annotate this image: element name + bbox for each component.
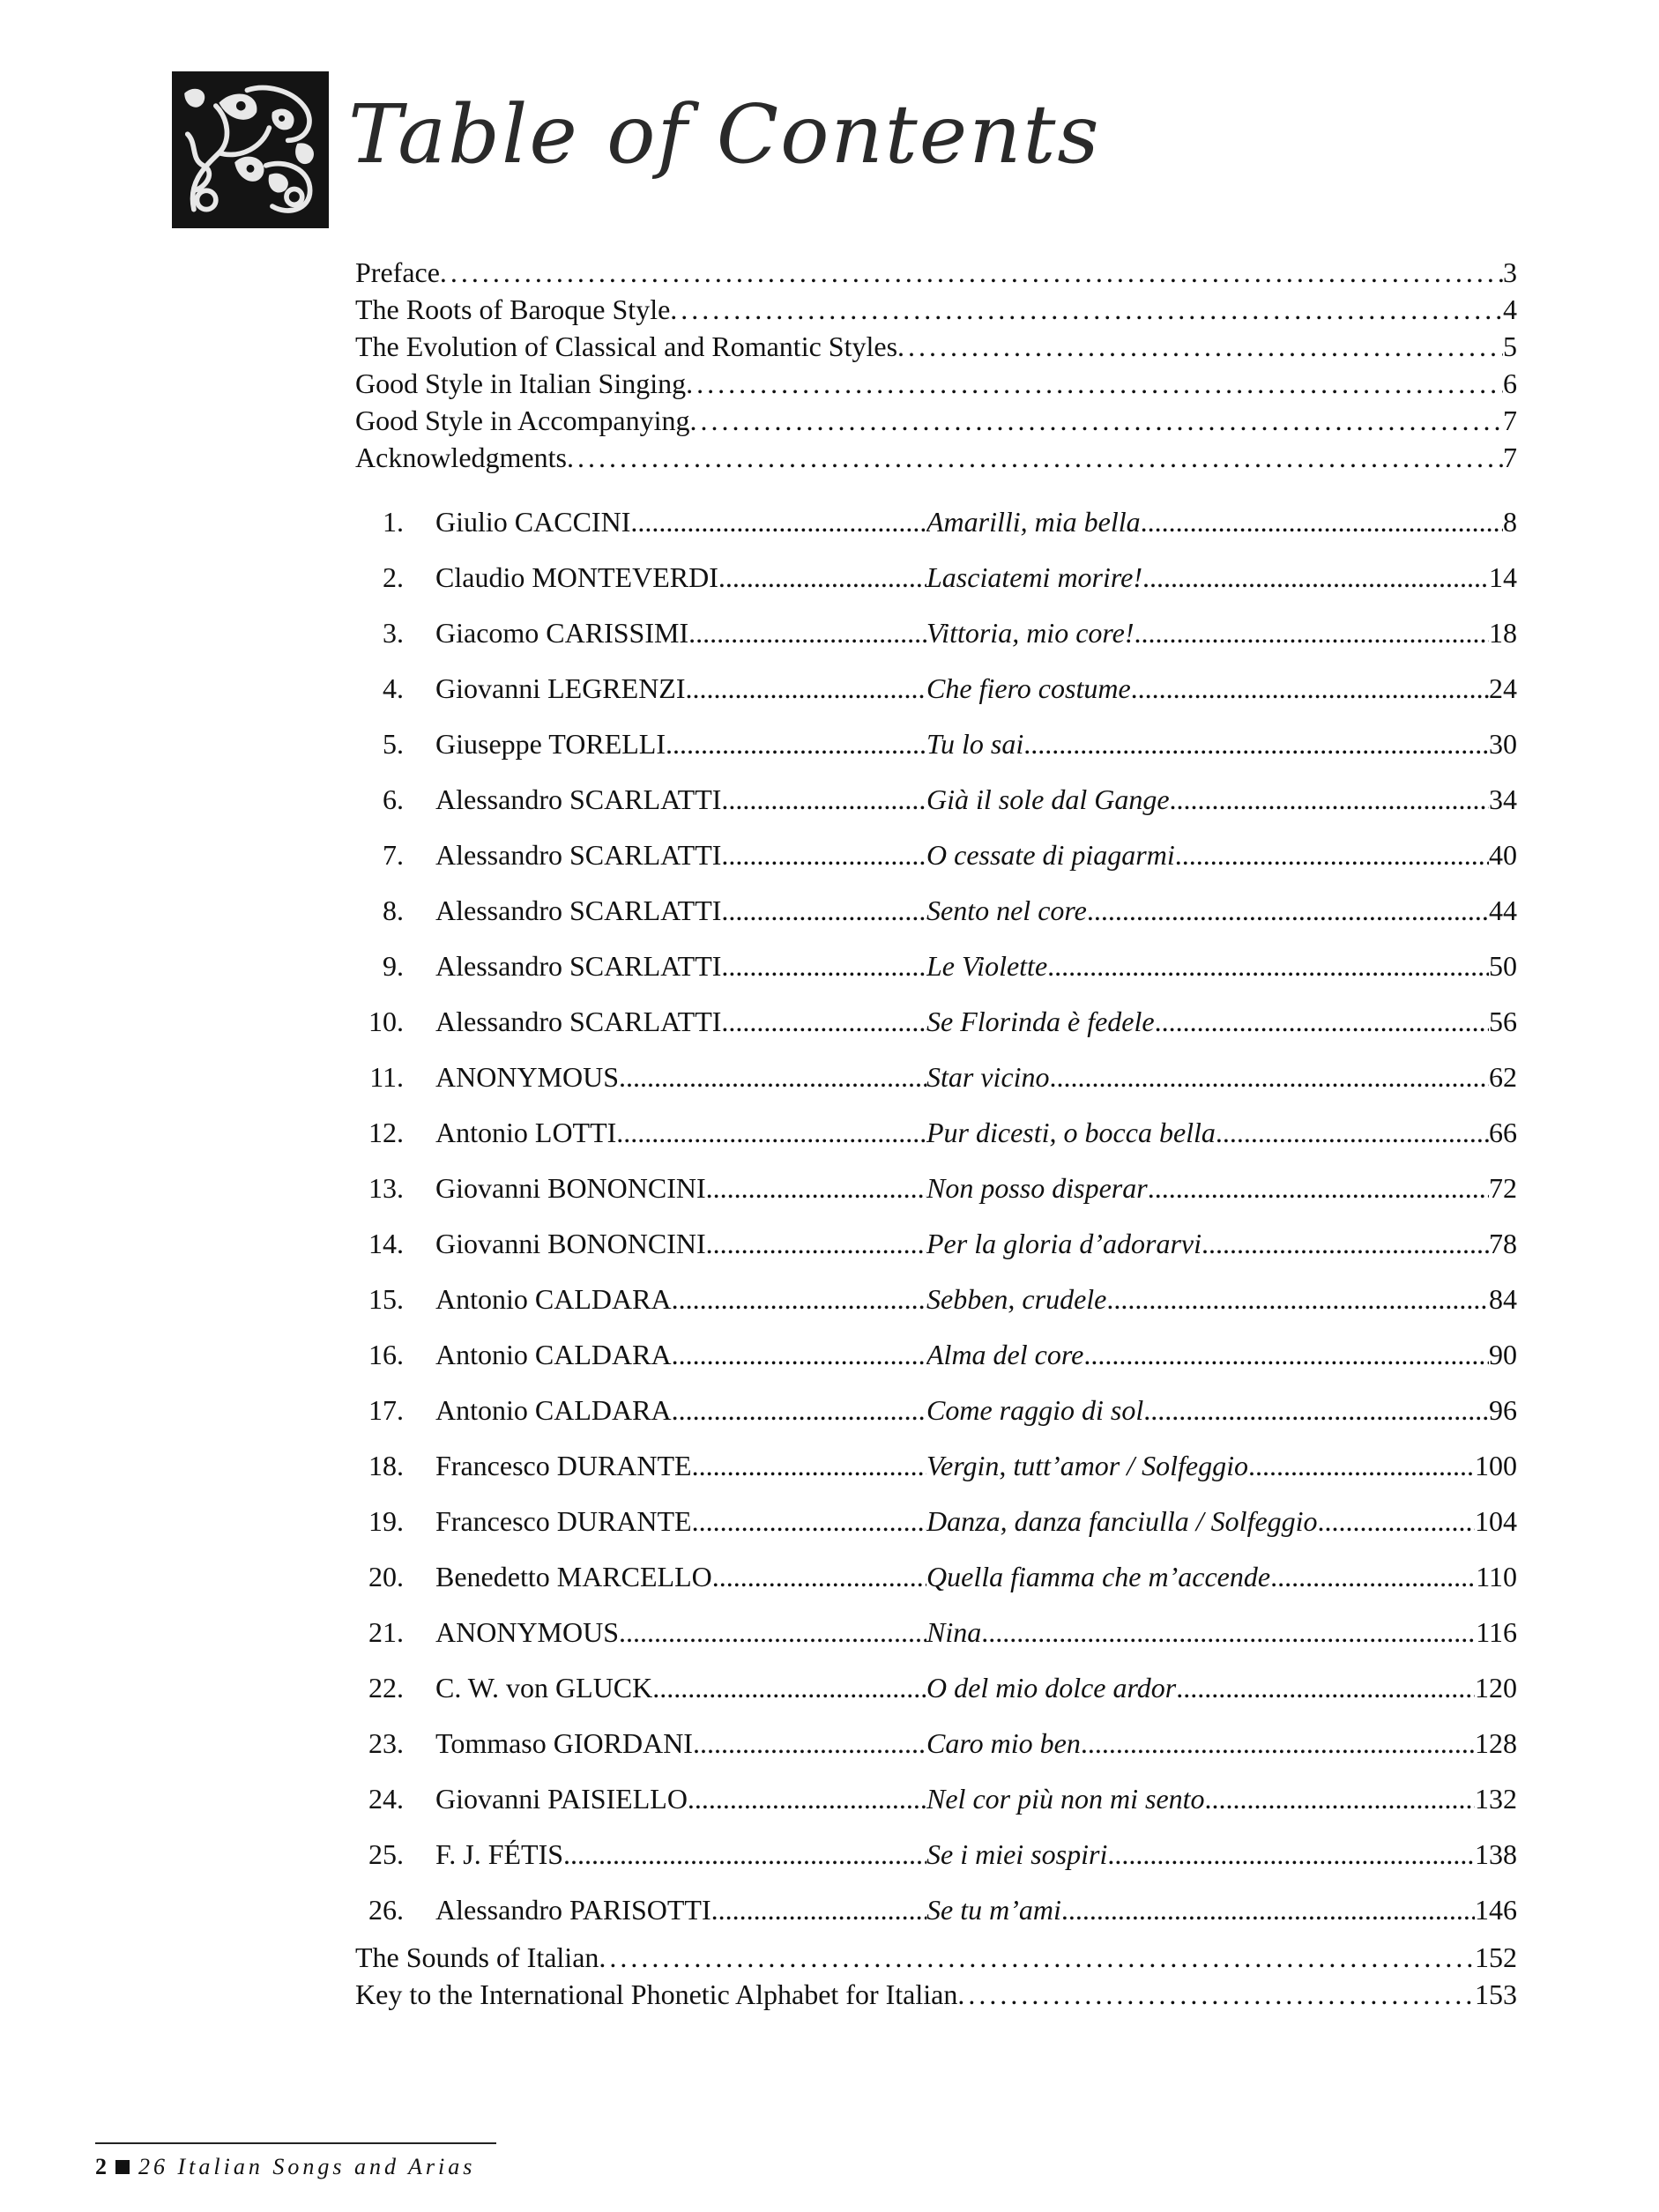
song-right: [926, 1660, 1517, 1716]
entry-page: 153: [1475, 1978, 1517, 2010]
celtic-knot-leaf-ornament-icon: [172, 71, 329, 228]
song-page: 24: [1489, 672, 1517, 704]
song-page: 56: [1489, 1006, 1517, 1037]
leader-dots: [688, 605, 926, 661]
song-page: 8: [1503, 506, 1517, 538]
song-title: Se i miei sospiri: [926, 1838, 1108, 1870]
leader-dots: [721, 772, 926, 828]
song-title: O cessate di piagarmi: [926, 839, 1175, 871]
entry-page: 7: [1503, 442, 1517, 473]
song-page: 104: [1475, 1505, 1517, 1537]
song-composer: Antonio LOTTI: [435, 1117, 617, 1148]
song-page: 50: [1489, 950, 1517, 982]
song-page: 44: [1489, 894, 1517, 926]
song-right: [926, 1605, 1517, 1660]
leader-dots: [706, 1161, 926, 1216]
toc-entry[interactable]: [355, 291, 1517, 328]
leader-dots: [692, 1494, 926, 1549]
song-page: 18: [1489, 617, 1517, 649]
song-left: [355, 1660, 926, 1716]
entry-page: 6: [1503, 367, 1517, 399]
entry-page: 5: [1503, 330, 1517, 362]
song-number: 4.: [383, 672, 404, 704]
song-entry[interactable]: [355, 550, 1517, 605]
leader-dots: [599, 1939, 1475, 1976]
song-number: 2.: [383, 561, 404, 593]
leader-dots: [706, 1216, 926, 1272]
song-number: 5.: [383, 728, 404, 760]
song-left: [355, 605, 926, 661]
song-number: 18.: [368, 1450, 404, 1481]
song-entry[interactable]: [355, 1327, 1517, 1383]
song-composer: Francesco DURANTE: [435, 1505, 692, 1537]
song-composer: Francesco DURANTE: [435, 1450, 692, 1481]
song-entry[interactable]: [355, 1716, 1517, 1771]
footer-rule: [95, 2142, 496, 2144]
song-entry[interactable]: [355, 1438, 1517, 1494]
song-entry[interactable]: [355, 1383, 1517, 1438]
song-left: [355, 1549, 926, 1605]
song-right: [926, 550, 1517, 605]
song-number: 13.: [368, 1172, 404, 1204]
entry-label: The Sounds of Italian: [355, 1941, 599, 1973]
song-title: Nina: [926, 1616, 982, 1648]
song-entry[interactable]: [355, 661, 1517, 716]
song-number: 3.: [383, 617, 404, 649]
song-page: 96: [1489, 1394, 1517, 1426]
song-page: 30: [1489, 728, 1517, 760]
entry-page: 152: [1475, 1941, 1517, 1973]
leader-dots: [1318, 1494, 1475, 1549]
leader-dots: [440, 254, 1503, 291]
song-entry[interactable]: [355, 1827, 1517, 1882]
song-page: 146: [1475, 1894, 1517, 1926]
song-composer: Alessandro SCARLATTI: [435, 1006, 722, 1037]
song-title: Tu lo sai: [926, 728, 1024, 760]
leader-dots: [897, 328, 1503, 365]
leader-dots: [1131, 661, 1489, 716]
leader-dots: [652, 1660, 926, 1716]
entry-label: Acknowledgments: [355, 442, 567, 473]
song-left: [355, 1771, 926, 1827]
song-page: 62: [1489, 1061, 1517, 1093]
song-composer: C. W. von GLUCK: [435, 1672, 653, 1704]
leader-dots: [1107, 1827, 1475, 1882]
song-entry[interactable]: [355, 1494, 1517, 1549]
song-entry[interactable]: [355, 1605, 1517, 1660]
leader-dots: [690, 402, 1503, 439]
song-right: [926, 1882, 1517, 1938]
song-entry[interactable]: [355, 1660, 1517, 1716]
song-number: 20.: [368, 1561, 404, 1592]
song-right: [926, 994, 1517, 1050]
toc-entry[interactable]: [355, 402, 1517, 439]
song-right: [926, 1438, 1517, 1494]
song-entry[interactable]: [355, 1882, 1517, 1938]
song-right: [926, 1272, 1517, 1327]
song-title: Già il sole dal Gange: [926, 783, 1170, 815]
leader-dots: [957, 1976, 1475, 2013]
leader-dots: [1201, 1216, 1489, 1272]
song-composer: Giovanni BONONCINI: [435, 1172, 706, 1204]
song-composer: Alessandro PARISOTTI: [435, 1894, 711, 1926]
song-page: 128: [1475, 1727, 1517, 1759]
song-title: Alma del core: [926, 1339, 1084, 1370]
page-footer: [95, 2150, 475, 2184]
leader-dots: [981, 1605, 1476, 1660]
song-entry[interactable]: [355, 1161, 1517, 1216]
toc-entry[interactable]: [355, 1939, 1517, 1976]
song-title: Le Violette: [926, 950, 1048, 982]
leader-dots: [1050, 1050, 1489, 1105]
leader-dots: [672, 1327, 926, 1383]
song-entry[interactable]: [355, 1050, 1517, 1105]
song-number: 21.: [368, 1616, 404, 1648]
song-title: Se Florinda è fedele: [926, 1006, 1155, 1037]
song-title: Se tu m’ami: [926, 1894, 1061, 1926]
song-left: [355, 494, 926, 550]
song-entry[interactable]: [355, 1272, 1517, 1327]
song-right: [926, 661, 1517, 716]
song-title: Che fiero costume: [926, 672, 1131, 704]
song-number: 14.: [368, 1228, 404, 1259]
leader-dots: [686, 365, 1503, 402]
song-left: [355, 828, 926, 883]
song-right: [926, 1050, 1517, 1105]
entry-label: The Roots of Baroque Style: [355, 293, 671, 325]
leader-dots: [1087, 883, 1489, 939]
song-right: [926, 494, 1517, 550]
leader-dots: [692, 1438, 926, 1494]
toc-entry[interactable]: [355, 1976, 1517, 2013]
leader-dots: [1141, 494, 1503, 550]
song-left: [355, 1216, 926, 1272]
back-matter-list: [355, 1939, 1517, 2013]
song-entry[interactable]: [355, 883, 1517, 939]
song-title: Vergin, tutt’amor / Solfeggio: [926, 1450, 1249, 1481]
leader-dots: [1176, 1660, 1475, 1716]
song-right: [926, 1161, 1517, 1216]
song-right: [926, 1383, 1517, 1438]
song-right: [926, 605, 1517, 661]
leader-dots: [1175, 828, 1489, 883]
entry-label: Preface: [355, 256, 440, 288]
page-title: Table of Contents: [348, 87, 1101, 182]
entry-label: The Evolution of Classical and Romantic Styles: [355, 330, 898, 362]
entry-page: 4: [1503, 293, 1517, 325]
song-title: Vittoria, mio core!: [926, 617, 1135, 649]
song-composer: Giovanni LEGRENZI: [435, 672, 686, 704]
leader-dots: [1081, 1716, 1475, 1771]
song-left: [355, 1494, 926, 1549]
song-title: Amarilli, mia bella: [926, 506, 1141, 538]
leader-dots: [1061, 1882, 1475, 1938]
leader-dots: [1142, 550, 1489, 605]
song-right: [926, 828, 1517, 883]
song-number: 26.: [368, 1894, 404, 1926]
leader-dots: [666, 716, 926, 772]
song-composer: Giacomo CARISSIMI: [435, 617, 689, 649]
leader-dots: [619, 1050, 926, 1105]
leader-dots: [672, 1272, 926, 1327]
square-bullet-icon: [115, 2160, 130, 2174]
song-composer: ANONYMOUS: [435, 1061, 620, 1093]
leader-dots: [1148, 1161, 1489, 1216]
song-number: 8.: [383, 894, 404, 926]
leader-dots: [721, 939, 926, 994]
toc-entry[interactable]: [355, 365, 1517, 402]
leader-dots: [1143, 1383, 1489, 1438]
song-page: 132: [1475, 1783, 1517, 1815]
leader-dots: [718, 550, 926, 605]
song-left: [355, 1327, 926, 1383]
song-right: [926, 716, 1517, 772]
entry-label: Good Style in Italian Singing: [355, 367, 687, 399]
leader-dots: [670, 291, 1503, 328]
leader-dots: [1047, 939, 1489, 994]
song-right: [926, 883, 1517, 939]
leader-dots: [686, 661, 927, 716]
song-left: [355, 1605, 926, 1660]
song-composer: Claudio MONTEVERDI: [435, 561, 718, 593]
song-page: 100: [1475, 1450, 1517, 1481]
song-left: [355, 1383, 926, 1438]
song-composer: Tommaso GIORDANI: [435, 1727, 693, 1759]
leader-dots: [1170, 772, 1489, 828]
front-matter-list: [355, 254, 1517, 476]
song-page: 110: [1476, 1561, 1517, 1592]
song-title: Quella fiamma che m’accende: [926, 1561, 1271, 1592]
song-composer: Benedetto MARCELLO: [435, 1561, 712, 1592]
song-entry[interactable]: [355, 828, 1517, 883]
song-title: Danza, danza fanciulla / Solfeggio: [926, 1505, 1318, 1537]
song-number: 15.: [368, 1283, 404, 1315]
song-number: 7.: [383, 839, 404, 871]
leader-dots: [567, 439, 1503, 476]
song-number: 23.: [368, 1727, 404, 1759]
song-left: [355, 1438, 926, 1494]
song-right: [926, 772, 1517, 828]
song-title: Lasciatemi morire!: [926, 561, 1143, 593]
song-entry[interactable]: [355, 605, 1517, 661]
song-right: [926, 1105, 1517, 1161]
leader-dots: [711, 1882, 926, 1938]
song-composer: Giuseppe TORELLI: [435, 728, 666, 760]
song-page: 34: [1489, 783, 1517, 815]
leader-dots: [1135, 605, 1489, 661]
leader-dots: [619, 1605, 926, 1660]
leader-dots: [721, 994, 926, 1050]
song-composer: Antonio CALDARA: [435, 1283, 672, 1315]
song-number: 10.: [368, 1006, 404, 1037]
song-left: [355, 661, 926, 716]
song-left: [355, 716, 926, 772]
song-title: Come raggio di sol: [926, 1394, 1144, 1426]
song-composer: Alessandro SCARLATTI: [435, 783, 722, 815]
page-number: 2: [95, 2154, 107, 2179]
song-title: Nel cor più non mi sento: [926, 1783, 1205, 1815]
song-right: [926, 1771, 1517, 1827]
song-number: 6.: [383, 783, 404, 815]
leader-dots: [1155, 994, 1489, 1050]
song-composer: F. J. FÉTIS: [435, 1838, 564, 1870]
song-composer: Alessandro SCARLATTI: [435, 950, 722, 982]
song-left: [355, 1161, 926, 1216]
song-list: [355, 494, 1517, 1938]
song-page: 138: [1475, 1838, 1517, 1870]
song-title: Star vicino: [926, 1061, 1050, 1093]
song-page: 72: [1489, 1172, 1517, 1204]
song-composer: Giulio CACCINI: [435, 506, 631, 538]
song-right: [926, 1216, 1517, 1272]
entry-label: Key to the International Phonetic Alphabet for Italian: [355, 1978, 958, 2010]
song-left: [355, 550, 926, 605]
toc-entry[interactable]: [355, 328, 1517, 365]
song-page: 90: [1489, 1339, 1517, 1370]
song-left: [355, 772, 926, 828]
song-composer: Antonio CALDARA: [435, 1339, 672, 1370]
song-composer: ANONYMOUS: [435, 1616, 620, 1648]
song-right: [926, 1494, 1517, 1549]
song-composer: Giovanni PAISIELLO: [435, 1783, 688, 1815]
leader-dots: [1248, 1438, 1475, 1494]
song-entry[interactable]: [355, 716, 1517, 772]
song-number: 25.: [368, 1838, 404, 1870]
song-number: 16.: [368, 1339, 404, 1370]
song-left: [355, 994, 926, 1050]
leader-dots: [721, 883, 926, 939]
leader-dots: [563, 1827, 926, 1882]
song-left: [355, 1827, 926, 1882]
song-left: [355, 939, 926, 994]
leader-dots: [688, 1771, 926, 1827]
song-right: [926, 1327, 1517, 1383]
song-composer: Giovanni BONONCINI: [435, 1228, 706, 1259]
song-page: 40: [1489, 839, 1517, 871]
song-composer: Alessandro SCARLATTI: [435, 894, 722, 926]
leader-dots: [693, 1716, 926, 1771]
toc-entry[interactable]: [355, 439, 1517, 476]
song-left: [355, 1272, 926, 1327]
song-composer: Alessandro SCARLATTI: [435, 839, 722, 871]
song-number: 1.: [383, 506, 404, 538]
song-number: 12.: [368, 1117, 404, 1148]
song-title: Pur dicesti, o bocca bella: [926, 1117, 1216, 1148]
song-right: [926, 1827, 1517, 1882]
song-right: [926, 1549, 1517, 1605]
leader-dots: [721, 828, 926, 883]
entry-label: Good Style in Accompanying: [355, 405, 690, 436]
leader-dots: [630, 494, 926, 550]
song-number: 22.: [368, 1672, 404, 1704]
entry-page: 3: [1503, 256, 1517, 288]
song-title: Caro mio ben: [926, 1727, 1081, 1759]
leader-dots: [712, 1549, 926, 1605]
song-title: O del mio dolce ardor: [926, 1672, 1177, 1704]
song-page: 120: [1475, 1672, 1517, 1704]
song-left: [355, 883, 926, 939]
song-number: 11.: [369, 1061, 404, 1093]
song-entry[interactable]: [355, 1105, 1517, 1161]
book-title: 26 Italian Songs and Arias: [138, 2154, 476, 2179]
song-left: [355, 1105, 926, 1161]
leader-dots: [616, 1105, 926, 1161]
toc-entry[interactable]: [355, 254, 1517, 291]
leader-dots: [1106, 1272, 1489, 1327]
song-number: 24.: [368, 1783, 404, 1815]
song-number: 19.: [368, 1505, 404, 1537]
song-entry[interactable]: [355, 772, 1517, 828]
leader-dots: [1083, 1327, 1489, 1383]
leader-dots: [1205, 1771, 1475, 1827]
song-entry[interactable]: [355, 494, 1517, 550]
song-number: 17.: [368, 1394, 404, 1426]
song-page: 14: [1489, 561, 1517, 593]
song-title: Per la gloria d’adorarvi: [926, 1228, 1201, 1259]
leader-dots: [672, 1383, 926, 1438]
song-left: [355, 1882, 926, 1938]
song-title: Non posso disperar: [926, 1172, 1148, 1204]
song-composer: Antonio CALDARA: [435, 1394, 672, 1426]
song-title: Sento nel core: [926, 894, 1087, 926]
leader-dots: [1270, 1549, 1476, 1605]
song-entry[interactable]: [355, 1771, 1517, 1827]
song-entry[interactable]: [355, 1549, 1517, 1605]
entry-page: 7: [1503, 405, 1517, 436]
song-right: [926, 939, 1517, 994]
leader-dots: [1216, 1105, 1489, 1161]
leader-dots: [1023, 716, 1489, 772]
song-left: [355, 1716, 926, 1771]
song-page: 84: [1489, 1283, 1517, 1315]
song-page: 78: [1489, 1228, 1517, 1259]
song-entry[interactable]: [355, 1216, 1517, 1272]
song-title: Sebben, crudele: [926, 1283, 1107, 1315]
song-page: 116: [1476, 1616, 1517, 1648]
song-right: [926, 1716, 1517, 1771]
song-entry[interactable]: [355, 939, 1517, 994]
song-entry[interactable]: [355, 994, 1517, 1050]
song-left: [355, 1050, 926, 1105]
song-number: 9.: [383, 950, 404, 982]
song-page: 66: [1489, 1117, 1517, 1148]
